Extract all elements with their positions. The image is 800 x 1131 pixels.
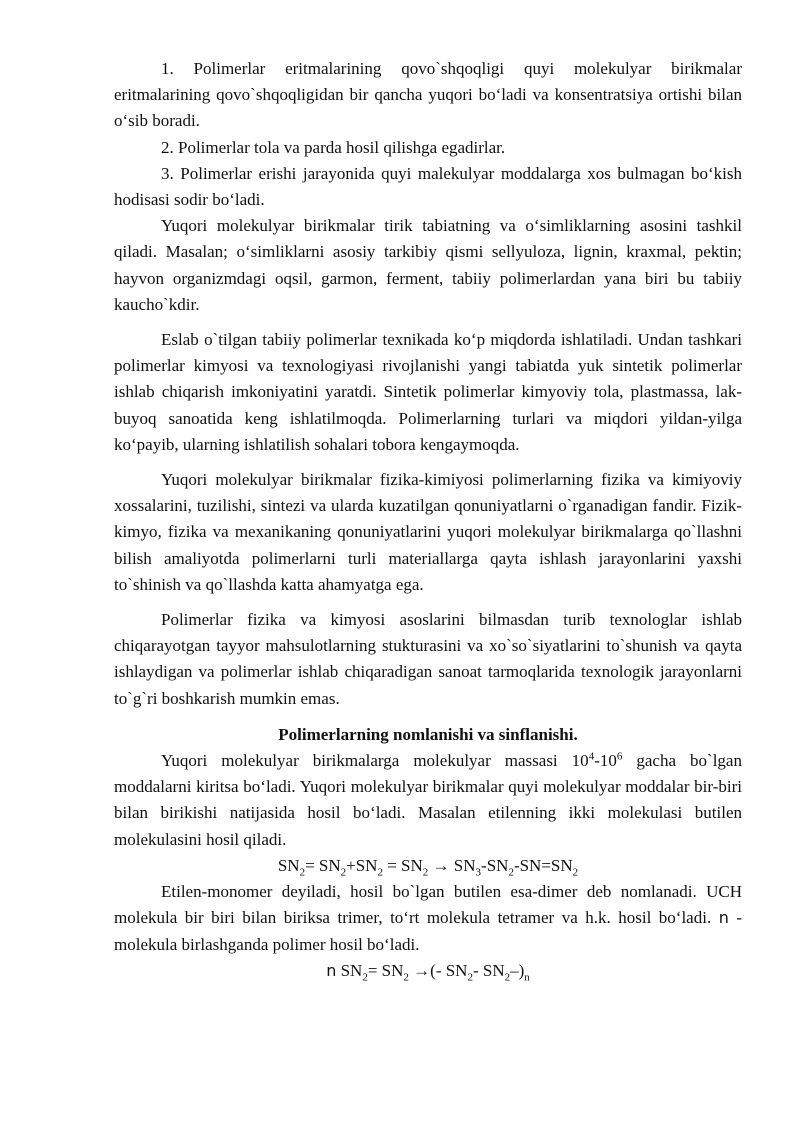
eq1-part: → SN — [428, 855, 476, 875]
eq2-sub: 2 — [504, 971, 511, 984]
equation-dimerization — [114, 853, 742, 879]
exponent-6: 6 — [616, 750, 623, 763]
paragraph-9-text-b: - molekula birlashganda polimer hosil bo‘ladi. — [114, 908, 742, 954]
paragraph-4: Yuqori molekulyar birikmalar tirik tabiatning va o‘simliklarning asosini tashkil qiladi. Masalan; o‘simliklarni asosiy tarkibiy qismi sellyuloza, lignin, kraxmal, pektin; hayvon organizmdagi oqsil, garmon, ferment, tabiiy polimerlardan yana biri bu tabiiy kaucho`kdir. — [114, 216, 742, 314]
paragraph-5: Eslab o`tilgan tabiiy polimerlar texnikada ko‘p miqdorda ishlatiladi. Undan tashkari polimerlar kimyosi va texnologiyasi rivojlanishi yangi tabiatda yuk sintetik polimerlar ishlab chiqarish imkoniyatini yaratdi. Sintetik polimerlar kimyoviy tola, plastmassa, lak-buyoq sanoatida keng ishlatilmoqda. Polimerlarning turlari va miqdori yildan-yilga ko‘payib, ularning ishlatilish sohalari tobora kengaymoqda. — [114, 330, 742, 454]
eq1-part: -SN=SN — [513, 855, 573, 875]
eq2-sub: 2 — [403, 971, 409, 984]
paragraph-8-text-a: Yuqori molekulyar birikmalarga molekulyar massasi 10 — [161, 751, 589, 771]
paragraph-8-text-c: gacha bo`lgan moddalarni kiritsa bo‘ladi. Yuqori molekulyar birikmalar quyi molekulyar moddalar bir-biri bilan birikishi natijasida hosil bo‘ladi. Masalan etilenning ikki molekulasi butilen molekulasini hosil qiladi. — [114, 751, 742, 849]
eq2-part: = SN — [367, 960, 404, 980]
eq1-part: = SN — [382, 855, 423, 875]
paragraph-6: Yuqori molekulyar birikmalar fizika-kimiyosi polimerlarning fizika va kimiyoviy xossalarini, tuzilishi, sintezi va ularda kuzatilgan qonuniyatlarni o`rganadigan fandir. Fizik- kimyo, fizika va mexanikaning qonuniyatlarini yuqori molekulyar birikmalarga qo`llashni bilish amaliyotda polimerlarni turli materiallarga qayta ishlash jarayonlarini yaxshi to`shinish va qo`llashda katta ahamyatga ega. — [114, 470, 742, 594]
paragraph-9 — [114, 879, 742, 958]
eq1-sub: 3 — [475, 866, 482, 879]
eq2-sub: 2 — [362, 971, 368, 984]
eq1-part: -SN — [481, 855, 509, 875]
eq1-part: +SN — [346, 855, 378, 875]
eq2-part: SN — [336, 960, 363, 980]
eq2-part: - SN — [472, 960, 505, 980]
eq1-sub: 2 — [508, 866, 514, 879]
paragraph-8 — [114, 748, 742, 853]
eq1-part: SN — [277, 855, 300, 875]
paragraph-2: 2. Polimerlar tola va parda hosil qilishga egadirlar. — [161, 137, 506, 157]
eq2-part: –) — [510, 960, 525, 980]
variable-n: n — [326, 960, 337, 980]
variable-n: n — [718, 908, 729, 928]
paragraph-9-text-a: Etilen-monomer deyiladi, hosil bo`lgan butilen esa-dimer deb nomlanadi. UCH molekula bir biri bilan biriksa trimer, to‘rt molekula tetramer va h.k. hosil bo‘ladi. — [114, 882, 742, 928]
paragraph-1: 1. Polimerlar eritmalarining qovo`shqoqligi quyi molekulyar birikmalar eritmalarining qovo`shqoqligidan bir qancha yuqori bo‘ladi va konsentratsiya ortishi bilan o‘sib boradi. — [114, 59, 742, 131]
paragraph-8-text-b: -10 — [594, 751, 617, 771]
eq1-sub: 2 — [422, 866, 429, 879]
eq1-sub: 2 — [572, 866, 579, 879]
paragraph-3: 3. Polimerlar erishi jarayonida quyi malekulyar moddalarga xos bulmagan bo‘kish hodisasi sodir bo‘ladi. — [114, 163, 742, 210]
eq1-sub: 2 — [299, 866, 306, 879]
eq2-sub: 2 — [467, 971, 473, 984]
eq1-part: = SN — [305, 855, 341, 875]
equation-polymerization — [114, 958, 742, 984]
eq2-sub: n — [524, 971, 530, 984]
eq1-sub: 2 — [340, 866, 347, 879]
eq1-sub: 2 — [377, 866, 383, 879]
exponent-4: 4 — [588, 750, 595, 763]
paragraph-7: Polimerlar fizika va kimyosi asoslarini bilmasdan turib texnologlar ishlab chiqarayotgan tayyor mahsulotlarning stukturasini va xo`so`siyatlarini to`shunish va qayta ishlaydigan va polimerlar ishlab chiqaradigan sanoat tarmoqlarida texnologik jarayonlarni to`g`ri boshkarish mumkin emas. — [114, 610, 742, 708]
document-page — [114, 56, 742, 984]
eq2-part: →(- SN — [408, 960, 468, 980]
section-heading: Polimerlarning nomlanishi va sinflanishi. — [278, 724, 578, 744]
